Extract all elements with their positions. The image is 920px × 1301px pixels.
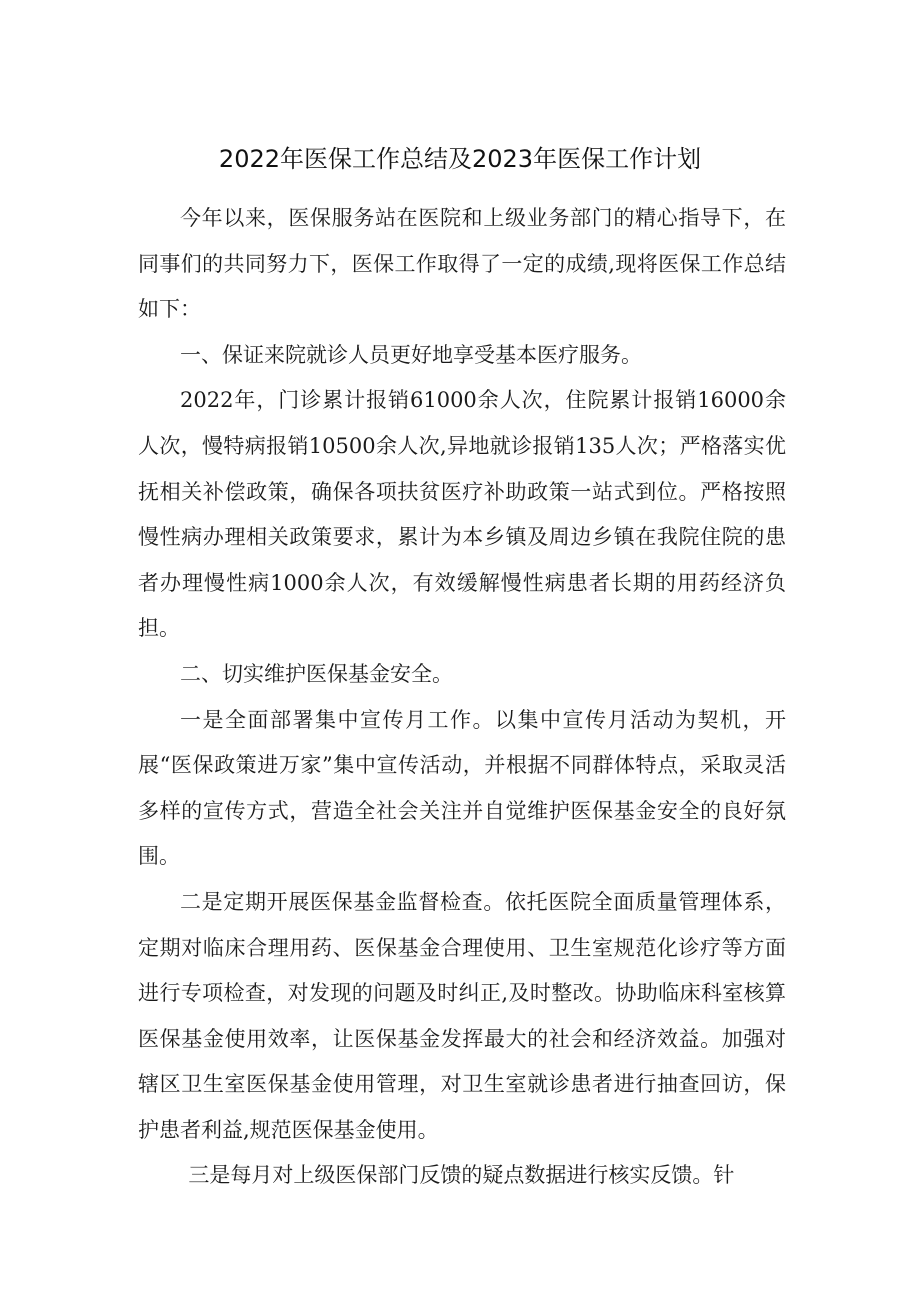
paragraph-item-2: 二是定期开展医保基金监督检查。依托医院全面质量管理体系，定期对临床合理用药、医保基金合理使用、卫生室规范化诊疗等方面进行专项检查，对发现的问题及时纠正,及时整改。协助临床科室核算医保基金使用效率，让医保基金发挥最大的社会和经济效益。加强对辖区卫生室医保基金使用管理，对卫生室就诊患者进行抽查回访，保护患者利益,规范医保基金使用。	[138, 889, 786, 1142]
paragraph-statistics: 2022年，门诊累计报销61000余人次，住院累计报销16000余人次，慢特病报销10500余人次,异地就诊报销135人次；严格落实优抚相关补偿政策，确保各项扶贫医疗补助政策一站式到位。严格按照慢性病办理相关政策要求，累计为本乡镇及周边乡镇在我院住院的患者办理慢性病1000余人次，有效缓解慢性病患者长期的用药经济负担。	[138, 388, 786, 641]
section-heading-1: 一、保证来院就诊人员更好地享受基本医疗服务。	[180, 342, 642, 367]
paragraph-intro: 今年以来，医保服务站在医院和上级业务部门的精心指导下，在同事们的共同努力下，医保工作取得了一定的成绩,现将医保工作总结如下：	[138, 206, 786, 322]
section-heading-2: 二、切实维护医保基金安全。	[180, 661, 453, 686]
paragraph-item-3: 三是每月对上级医保部门反馈的疑点数据进行核实反馈。针	[188, 1163, 735, 1188]
paragraph-item-1: 一是全面部署集中宣传月工作。以集中宣传月活动为契机，开展“医保政策进万家”集中宣传活动，并根据不同群体特点，采取灵活多样的宣传方式，营造全社会关注并自觉维护医保基金安全的良好氛围。	[138, 707, 786, 869]
document-title: 2022年医保工作总结及2023年医保工作计划	[218, 145, 702, 173]
document-body	[138, 196, 786, 1199]
